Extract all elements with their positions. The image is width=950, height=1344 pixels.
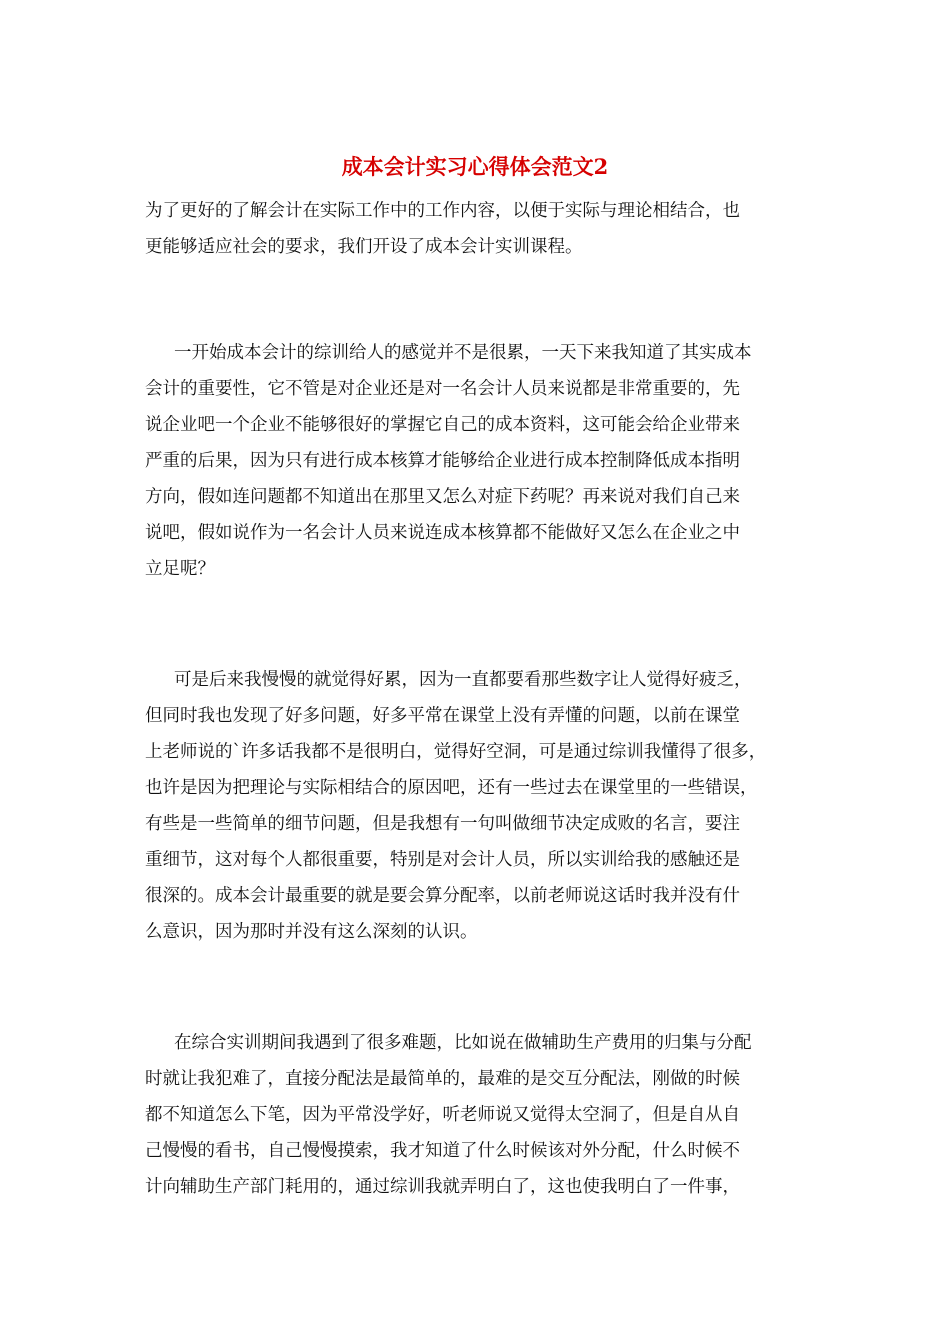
paragraph-line: 也许是因为把理论与实际相结合的原因吧，还有一些过去在课堂里的一些错误， — [145, 778, 758, 798]
paragraph-line: 可是后来我慢慢的就觉得好累，因为一直都要看那些数字让人觉得好疲乏， — [174, 670, 752, 690]
paragraph-line: 很深的。成本会计最重要的就是要会算分配率，以前老师说这话时我并没有什 — [145, 886, 740, 906]
paragraph-line: 在综合实训期间我遇到了很多难题，比如说在做辅助生产费用的归集与分配 — [174, 1033, 752, 1053]
paragraph-line: 计向辅助生产部门耗用的，通过综训我就弄明白了，这也使我明白了一件事， — [145, 1177, 740, 1197]
paragraph-line: 有些是一些简单的细节问题，但是我想有一句叫做细节决定成败的名言，要注 — [145, 814, 740, 834]
paragraph-line: 说吧，假如说作为一名会计人员来说连成本核算都不能做好又怎么在企业之中 — [145, 523, 740, 543]
paragraph-3 — [145, 662, 810, 950]
paragraph-line: 立足呢？ — [145, 559, 215, 579]
paragraph-line: 都不知道怎么下笔，因为平常没学好，听老师说又觉得太空洞了，但是自从自 — [145, 1105, 740, 1125]
paragraph-line: 么意识，因为那时并没有这么深刻的认识。 — [145, 922, 478, 942]
paragraph-line: 方向，假如连问题都不知道出在那里又怎么对症下药呢？再来说对我们自己来 — [145, 487, 740, 507]
paragraph-line: 为了更好的了解会计在实际工作中的工作内容，以便于实际与理论相结合，也 — [145, 201, 740, 221]
paragraph-line: 时就让我犯难了，直接分配法是最简单的，最难的是交互分配法，刚做的时候 — [145, 1069, 740, 1089]
paragraph-line: 会计的重要性，它不管是对企业还是对一名会计人员来说都是非常重要的，先 — [145, 379, 740, 399]
document-title: 成本会计实习心得体会范文2 — [341, 154, 609, 179]
paragraph-line: 重细节，这对每个人都很重要，特别是对会计人员，所以实训给我的感触还是 — [145, 850, 740, 870]
paragraph-1 — [145, 193, 810, 265]
paragraph-line: 但同时我也发现了好多问题，好多平常在课堂上没有弄懂的问题，以前在课堂 — [145, 706, 740, 726]
paragraph-line: 说企业吧一个企业不能够很好的掌握它自己的成本资料，这可能会给企业带来 — [145, 415, 740, 435]
paragraph-line: 上老师说的`许多话我都不是很明白，觉得好空洞，可是通过综训我懂得了很多， — [145, 742, 767, 762]
paragraph-4 — [145, 1025, 810, 1205]
paragraph-line: 更能够适应社会的要求，我们开设了成本会计实训课程。 — [145, 237, 583, 257]
paragraph-line: 己慢慢的看书，自己慢慢摸索，我才知道了什么时候该对外分配，什么时候不 — [145, 1141, 740, 1161]
paragraph-line: 一开始成本会计的综训给人的感觉并不是很累，一天下来我知道了其实成本 — [174, 343, 752, 363]
paragraph-line: 严重的后果，因为只有进行成本核算才能够给企业进行成本控制降低成本指明 — [145, 451, 740, 471]
paragraph-2 — [145, 335, 810, 587]
